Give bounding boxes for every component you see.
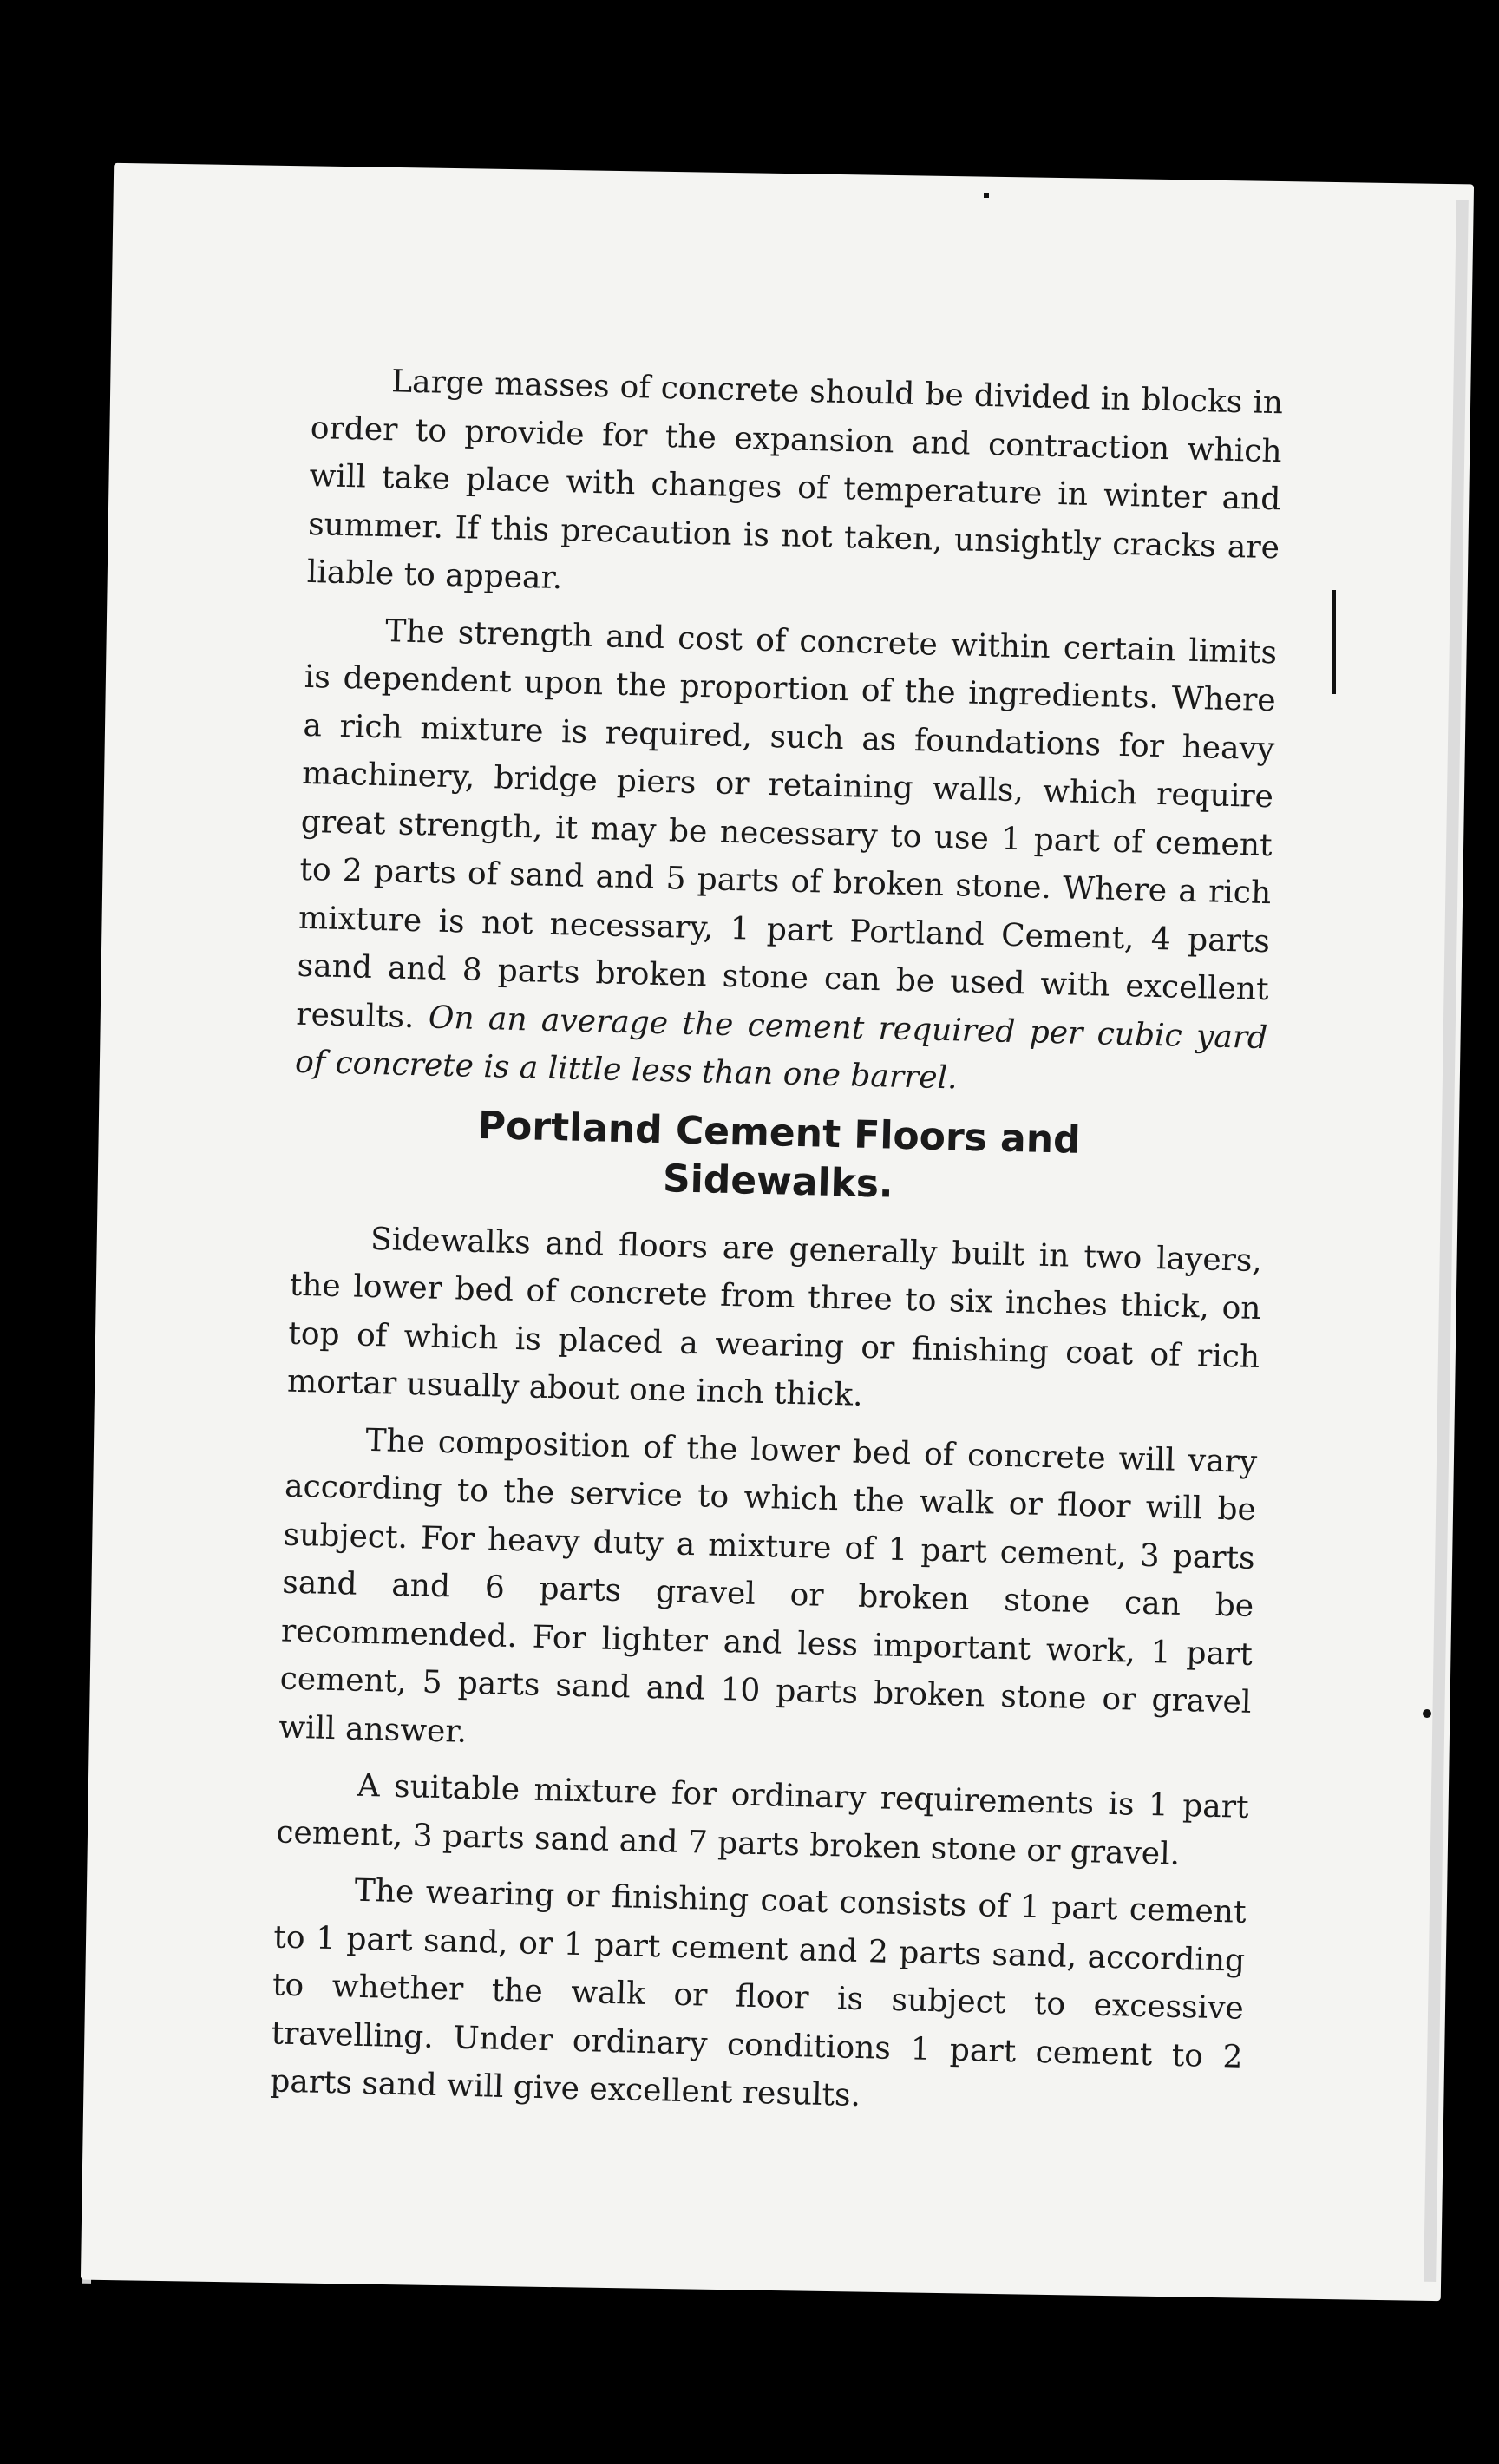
paragraph: Sidewalks and floors are generally built in two layers, the lower bed of concrete from three to six inches thick, on top of which is placed a wearing or finishing coat of rich mortar usually about one inch thick.: [286, 1221, 1263, 1413]
paragraph: Large masses of concrete should be divided in blocks in order to provide for the expansion and contraction which will take place with changes of temperature in winter and summer. If this precaution is not taken, unsightly cracks are liable to appear.: [306, 364, 1284, 597]
section-heading-line: Portland Cement Floors and: [477, 1103, 1082, 1163]
italic-note: On an average the cement required per cubic yard of concrete is a little less than one barrel.: [294, 999, 1268, 1097]
paragraph: A suitable mixture for ordinary requirements is 1 part cement, 3 parts sand and 7 parts broken stone or gravel.: [275, 1767, 1249, 1872]
scan-mark: [984, 193, 989, 198]
paragraph-text: The strength and cost of concrete within certain limits is dependent upon the proportion of the ingredients. Where a rich mixture is required, such as foundations for heavy machinery, bridge piers or retaining walls, which require great strength, it may be necessary to use 1 part of cement to 2 parts of sand and 5 parts of broken stone. Where a rich mixture is not necessary, 1 part Portland Cement, 4 parts sand and 8 parts broken stone can be used with excellent results.: [295, 613, 1278, 1035]
section-heading: [291, 1097, 1265, 1217]
paragraph: [294, 605, 1277, 1110]
paragraph: The composition of the lower bed of concrete will vary according to the service to which the walk or floor will be subject. For heavy duty a mixture of 1 part cement, 3 parts sand and 6 parts gravel or broken stone can be recommended. For lighter and less important work, 1 part cement, 5 parts sand and 10 parts broken stone or gravel will answer.: [278, 1422, 1258, 1750]
scan-mark: [1423, 1709, 1431, 1718]
section-heading-line: Sidewalks.: [662, 1156, 894, 1207]
paragraph: The wearing or finishing coat consists of 1 part cement to 1 part sand, or 1 part cement and 2 parts sand, according to whether the walk or floor is subject to excessive travelling. Under ordinary conditions 1 part cement to 2 parts sand will give excellent results.: [269, 1872, 1247, 2114]
scan-mark: [1332, 590, 1336, 694]
document-body: [270, 356, 1284, 2129]
